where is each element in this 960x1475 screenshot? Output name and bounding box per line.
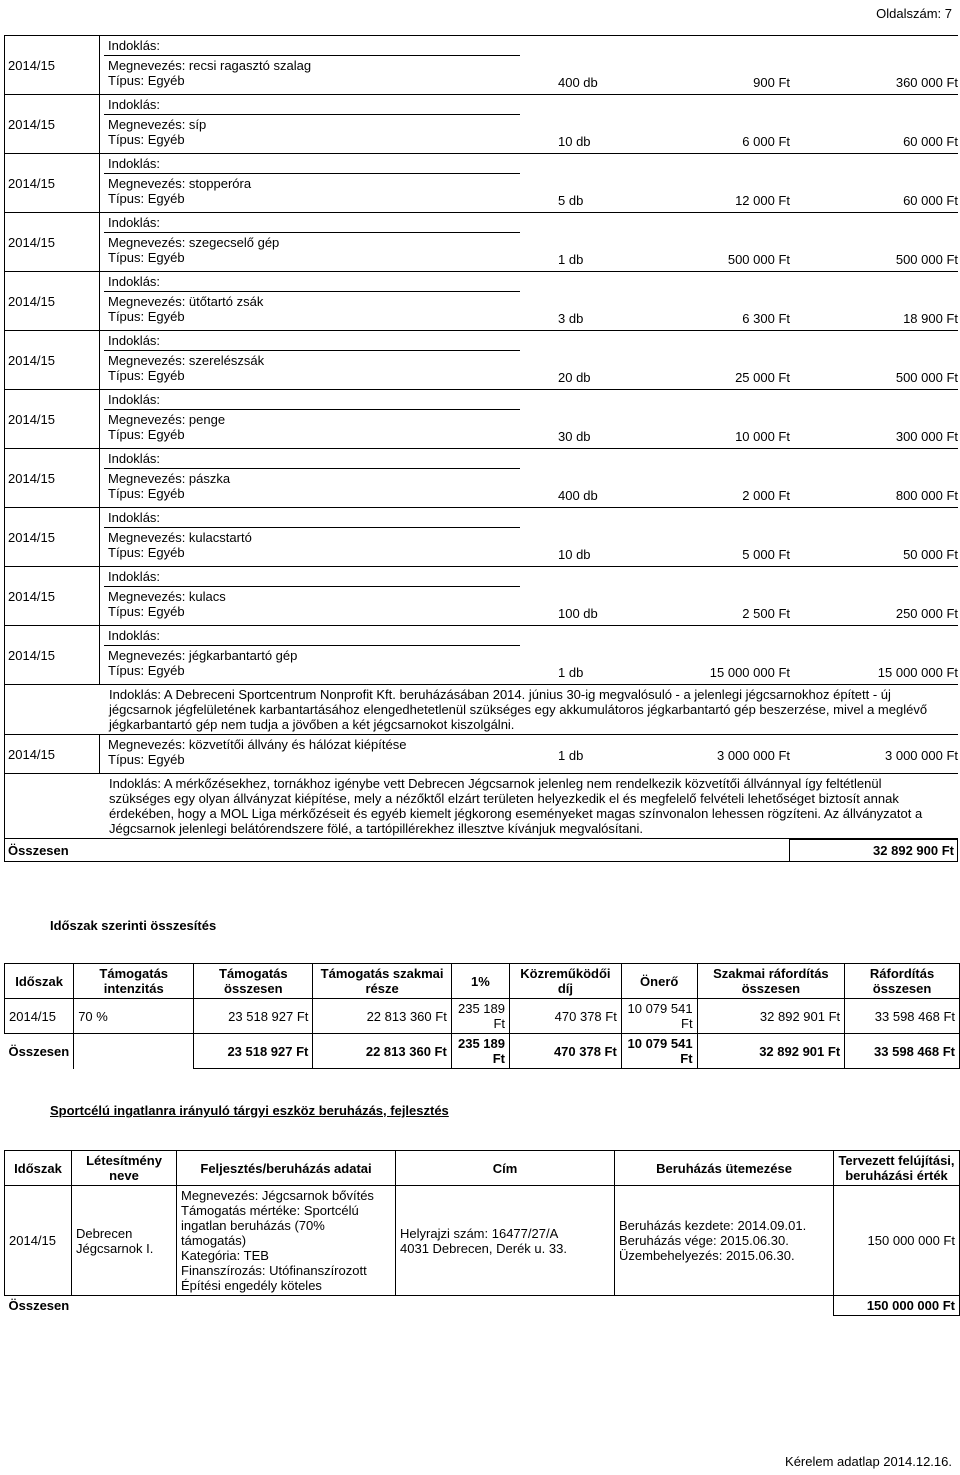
item-name: Megnevezés: pászka xyxy=(108,471,231,486)
item-type: Típus: Egyéb xyxy=(108,309,185,324)
invest-address xyxy=(396,1186,615,1296)
table-row xyxy=(4,95,958,154)
item-unit-price: 500 000 Ft xyxy=(727,252,790,267)
table-row xyxy=(4,331,958,390)
item-total: 500 000 Ft xyxy=(895,370,958,385)
invest-value: 150 000 000 Ft xyxy=(834,1186,960,1296)
invest-table xyxy=(4,1150,960,1316)
summary-cell: 10 079 541 Ft xyxy=(621,999,697,1034)
summary-total-cell: 23 518 927 Ft xyxy=(194,1034,313,1069)
item-reason-label: Indoklás: xyxy=(108,392,161,407)
summary-col-header: 1% xyxy=(451,964,509,999)
item-period: 2014/15 xyxy=(4,567,100,625)
item-reason: Indoklás: A mérkőzésekhez, tornákhoz igénybe vett Debrecen Jégcsarnok jelenleg nem rendelkezik közvetítői állvánnyal így feltétlenül szükséges egy olyan állványzat kiépítése, mely a nézőktől elzárt területen helyezkedik el és megfelelő felvételi lehetőséget biztosít annak érdekében, hogy a MOL Liga mérkőzéseit és egyéb kiemelt jégkorong eseményeket magas színvonalon lehessen rögzíteni. Az állványzatot a Jégcsarnok jelenlegi belátórendszere fölé, a tartópillérekhez illesztve kívánjuk megvalósítani. xyxy=(109,776,923,836)
item-name: Megnevezés: recsi ragasztó szalag xyxy=(108,58,312,73)
table-row xyxy=(4,685,958,735)
summary-table xyxy=(4,963,960,1069)
item-unit-price: 5 000 Ft xyxy=(742,547,790,562)
summary-col-header: Ráfordítás összesen xyxy=(845,964,960,999)
item-period: 2014/15 xyxy=(4,272,100,330)
item-period: 2014/15 xyxy=(4,449,100,507)
item-reason-label: Indoklás: xyxy=(108,451,161,466)
item-total: 15 000 000 Ft xyxy=(877,665,958,680)
cell-line: Támogatás mértéke: Sportcélú ingatlan beruházás (70% támogatás) xyxy=(181,1203,359,1248)
item-period: 2014/15 xyxy=(4,626,100,684)
item-period: 2014/15 xyxy=(4,154,100,212)
item-period: 2014/15 xyxy=(4,508,100,566)
table-row xyxy=(4,213,958,272)
summary-total-cell: 235 189 Ft xyxy=(451,1034,509,1069)
table-row xyxy=(4,154,958,213)
table-row xyxy=(4,508,958,567)
item-unit-price: 2 500 Ft xyxy=(742,606,790,621)
item-period: 2014/15 xyxy=(4,95,100,153)
item-name: Megnevezés: kulacs xyxy=(108,589,226,604)
summary-cell: 470 378 Ft xyxy=(510,999,622,1034)
item-unit-price: 15 000 000 Ft xyxy=(709,665,790,680)
summary-cell: 2014/15 xyxy=(5,999,74,1034)
item-type: Típus: Egyéb xyxy=(108,486,185,501)
table-row xyxy=(4,449,958,508)
cell-line: 4031 Debrecen, Derék u. 33. xyxy=(400,1240,567,1256)
table-row xyxy=(4,35,958,95)
invest-col-header: Beruházás ütemezése xyxy=(615,1151,834,1186)
cell-line: Építési engedély köteles xyxy=(181,1278,322,1293)
items-table xyxy=(4,35,958,862)
table-row xyxy=(4,774,958,839)
item-name: Megnevezés: síp xyxy=(108,117,207,132)
item-reason-label: Indoklás: xyxy=(108,156,161,171)
invest-col-header: Cím xyxy=(396,1151,615,1186)
summary-cell: 32 892 901 Ft xyxy=(697,999,845,1034)
item-total: 18 900 Ft xyxy=(903,311,958,326)
items-total-row xyxy=(4,839,958,862)
invest-col-header: Létesítmény neve xyxy=(72,1151,177,1186)
item-reason-label: Indoklás: xyxy=(108,569,161,584)
item-name: Megnevezés: szegecselő gép xyxy=(108,235,280,250)
summary-cell: 22 813 360 Ft xyxy=(313,999,451,1034)
table-row xyxy=(4,390,958,449)
item-reason-label: Indoklás: xyxy=(108,274,161,289)
item-unit-price: 6 300 Ft xyxy=(742,311,790,326)
item-name: Megnevezés: ütőtartó zsák xyxy=(108,294,264,309)
item-qty: 30 db xyxy=(558,429,591,444)
item-qty: 10 db xyxy=(558,547,591,562)
page-number: Oldalszám: 7 xyxy=(876,6,952,21)
item-reason-label: Indoklás: xyxy=(108,628,161,643)
cell-line: Beruházás kezdete: 2014.09.01. xyxy=(619,1218,807,1233)
table-row xyxy=(4,735,958,774)
item-qty: 1 db xyxy=(558,252,584,267)
item-total: 60 000 Ft xyxy=(903,134,958,149)
invest-col-header: Feljesztés/beruházás adatai xyxy=(177,1151,396,1186)
item-period: 2014/15 xyxy=(4,735,100,773)
cell-line: Üzembehelyezés: 2015.06.30. xyxy=(619,1248,795,1263)
summary-cell: 70 % xyxy=(74,999,194,1034)
item-type: Típus: Egyéb xyxy=(108,427,185,442)
invest-details xyxy=(177,1186,396,1296)
cell-line: Kategória: TEB xyxy=(181,1248,269,1263)
item-unit-price: 3 000 000 Ft xyxy=(717,748,790,763)
summary-cell: 33 598 468 Ft xyxy=(845,999,960,1034)
item-type: Típus: Egyéb xyxy=(108,604,185,619)
item-reason-label: Indoklás: xyxy=(108,510,161,525)
item-qty: 3 db xyxy=(558,311,584,326)
summary-col-header: Támogatás összesen xyxy=(194,964,313,999)
table-row xyxy=(4,567,958,626)
item-period: 2014/15 xyxy=(4,331,100,389)
summary-col-header: Szakmai ráfordítás összesen xyxy=(697,964,845,999)
item-type: Típus: Egyéb xyxy=(108,545,185,560)
table-row xyxy=(5,999,960,1034)
summary-col-header: Támogatás szakmai része xyxy=(313,964,451,999)
item-total: 3 000 000 Ft xyxy=(885,748,958,763)
invest-total-label: Összesen xyxy=(5,1296,834,1316)
item-type: Típus: Egyéb xyxy=(108,250,185,265)
item-total: 800 000 Ft xyxy=(895,488,958,503)
cell-line: Beruházás vége: 2015.06.30. xyxy=(619,1233,789,1248)
summary-total-cell: 470 378 Ft xyxy=(510,1034,622,1069)
item-name: Megnevezés: közvetítői állvány és hálózat kiépítése xyxy=(108,737,407,752)
item-type: Típus: Egyéb xyxy=(108,368,185,383)
summary-col-header: Önerő xyxy=(621,964,697,999)
item-qty: 100 db xyxy=(558,606,598,621)
items-total-label: Összesen xyxy=(8,843,69,858)
item-name: Megnevezés: szerelészsák xyxy=(108,353,265,368)
invest-period: 2014/15 xyxy=(5,1186,72,1296)
item-qty: 1 db xyxy=(558,748,584,763)
item-type: Típus: Egyéb xyxy=(108,191,185,206)
item-qty: 400 db xyxy=(558,75,598,90)
item-qty: 1 db xyxy=(558,665,584,680)
item-total: 360 000 Ft xyxy=(895,75,958,90)
invest-title: Sportcélú ingatlanra irányuló tárgyi eszköz beruházás, fejlesztés xyxy=(50,1103,449,1118)
item-total: 250 000 Ft xyxy=(895,606,958,621)
item-name: Megnevezés: kulacstartó xyxy=(108,530,252,545)
item-qty: 20 db xyxy=(558,370,591,385)
item-reason-label: Indoklás: xyxy=(108,38,161,53)
summary-total-cell: 10 079 541 Ft xyxy=(621,1034,697,1069)
table-row xyxy=(5,1296,960,1316)
summary-total-cell: Összesen xyxy=(5,1034,74,1069)
summary-total-cell: 32 892 901 Ft xyxy=(697,1034,845,1069)
cell-line: Megnevezés: Jégcsarnok bővítés xyxy=(181,1188,374,1203)
item-total: 300 000 Ft xyxy=(895,429,958,444)
summary-col-header: Időszak xyxy=(5,964,74,999)
invest-col-header: Tervezett felújítási, beruházási érték xyxy=(834,1151,960,1186)
summary-cell: 235 189 Ft xyxy=(451,999,509,1034)
table-row xyxy=(5,1034,960,1069)
footer-date: Kérelem adatlap 2014.12.16. xyxy=(785,1454,952,1469)
cell-line: Finanszírozás: Utófinanszírozott xyxy=(181,1263,367,1278)
item-type: Típus: Egyéb xyxy=(108,73,185,88)
table-row xyxy=(4,272,958,331)
item-total: 500 000 Ft xyxy=(895,252,958,267)
items-total-value: 32 892 900 Ft xyxy=(873,843,954,858)
table-row xyxy=(5,1186,960,1296)
cell-line: Helyrajzi szám: 16477/27/A xyxy=(400,1225,559,1241)
item-name: Megnevezés: jégkarbantartó gép xyxy=(108,648,298,663)
item-total: 60 000 Ft xyxy=(903,193,958,208)
item-total: 50 000 Ft xyxy=(903,547,958,562)
item-reason-label: Indoklás: xyxy=(108,215,161,230)
item-type: Típus: Egyéb xyxy=(108,663,185,678)
item-qty: 5 db xyxy=(558,193,584,208)
item-reason-label: Indoklás: xyxy=(108,333,161,348)
summary-total-cell xyxy=(74,1034,194,1069)
summary-title: Időszak szerinti összesítés xyxy=(50,918,217,933)
item-type: Típus: Egyéb xyxy=(108,132,185,147)
item-qty: 400 db xyxy=(558,488,598,503)
item-reason: Indoklás: A Debreceni Sportcentrum Nonprofit Kft. beruházásában 2014. június 30-ig megvalósuló - a jelenlegi jégcsarnokhoz épített - új jégcsarnok jégfelületének karbantartásához elengedhetetlenül szükséges egy akkumulátoros jégkarbantartó gép beszerzése, mivel a meglévő jégkarbantartó gép nem tudja a jövőben a két jégcsarnokot kiszolgálni. xyxy=(109,687,928,732)
item-period: 2014/15 xyxy=(4,390,100,448)
summary-total-cell: 22 813 360 Ft xyxy=(313,1034,451,1069)
item-unit-price: 10 000 Ft xyxy=(735,429,790,444)
summary-cell: 23 518 927 Ft xyxy=(194,999,313,1034)
item-qty: 10 db xyxy=(558,134,591,149)
invest-total-value: 150 000 000 Ft xyxy=(834,1296,960,1316)
invest-col-header: Időszak xyxy=(5,1151,72,1186)
invest-schedule xyxy=(615,1186,834,1296)
summary-col-header: Közreműködői díj xyxy=(510,964,622,999)
item-unit-price: 12 000 Ft xyxy=(735,193,790,208)
invest-facility: Debrecen Jégcsarnok I. xyxy=(72,1186,177,1296)
item-unit-price: 6 000 Ft xyxy=(742,134,790,149)
item-type: Típus: Egyéb xyxy=(108,752,185,767)
item-unit-price: 2 000 Ft xyxy=(742,488,790,503)
item-name: Megnevezés: penge xyxy=(108,412,226,427)
item-name: Megnevezés: stopperóra xyxy=(108,176,252,191)
summary-total-cell: 33 598 468 Ft xyxy=(845,1034,960,1069)
item-unit-price: 900 Ft xyxy=(753,75,790,90)
item-period: 2014/15 xyxy=(4,36,100,94)
table-row xyxy=(4,626,958,685)
item-reason-label: Indoklás: xyxy=(108,97,161,112)
item-period: 2014/15 xyxy=(4,213,100,271)
item-unit-price: 25 000 Ft xyxy=(735,370,790,385)
summary-col-header: Támogatás intenzitás xyxy=(74,964,194,999)
